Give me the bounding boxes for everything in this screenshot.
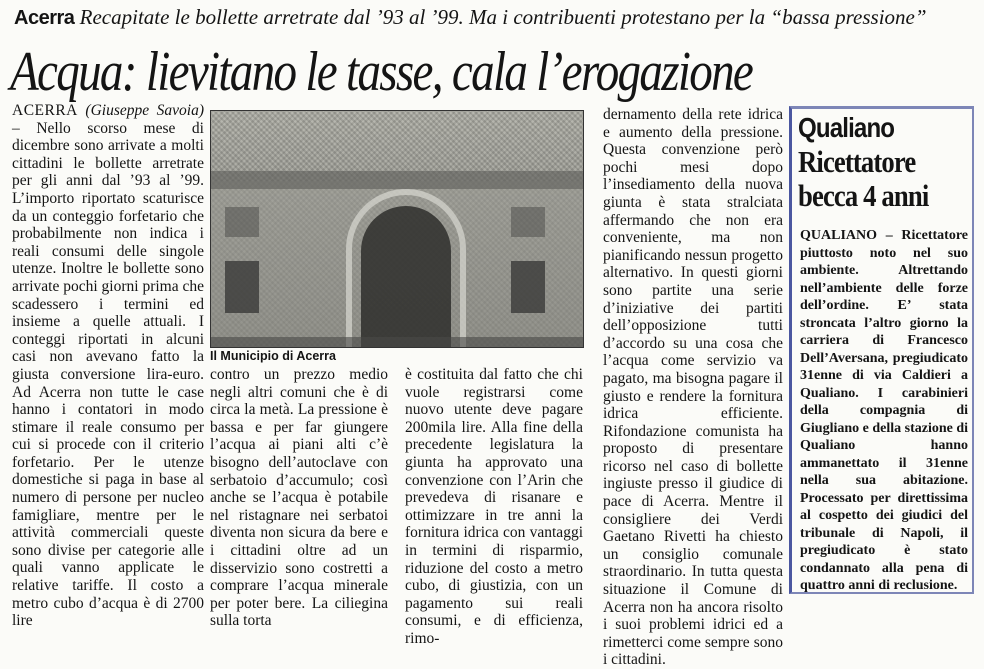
kicker-place: Acerra	[14, 7, 75, 29]
municipio-photo	[210, 110, 584, 348]
byline-author: (Giuseppe Savoia)	[85, 102, 204, 119]
article-column-4: dernamento della rete idrica e aumento della pressione. Questa convenzione però pochi mesi dopo l’insediamento della nuova giunta è stata stralciata affermando che non era conveniente, ma non pianificando nessun progetto alternativo. In questi giorni sono partite una serie d’iniziative dei partiti dell’opposizione tutti d’accordo su una cosa che l’acqua come servizio va pagato, ma bisogna pagare il giusto e rendere la fornitura idrica efficiente. Rifondazione comunista ha proposto di presentare ricorso nel caso di bollette ingiuste presso il giudice di pace di Acerra. Mentre il consigliere dei Verdi Gaetano Rivetti ha chiesto un consiglio comunale straordinario. In tutta questa situazione il Comune di Acerra non ha ancora risolto i suoi problemi idrici ed a rimetterci come sempre sono i cittadini.	[603, 106, 783, 669]
photo-caption: Il Municipio di Acerra	[210, 349, 336, 363]
sidebar-body: – Ricettatore piuttosto noto nel suo ambiente. Altrettando nell’ambiente delle forze dell’ordine. E’ stata stroncata l’altro giorno la carriera di Francesco Dell’Aversana, pregiudicato 31enne di via Caldieri a Qualiano. I carabinieri della compagnia di Giugliano e della stazione di Qualiano hanno ammanettato il 31enne nella sua abitazione. Processato per direttissima al cospetto dei giudici del tribunale di Napoli, il pregiudicato è stato condannato alla pena di quattro anni di reclusione.	[800, 228, 969, 593]
sidebar-box	[789, 106, 974, 594]
kicker	[14, 4, 974, 30]
sidebar-head-line3: becca 4 anni	[798, 178, 929, 213]
sidebar-head-line1: Qualiano	[798, 112, 895, 143]
article-column-1	[12, 102, 204, 630]
sidebar-text	[800, 227, 969, 593]
byline-place: ACERRA	[12, 102, 78, 119]
kicker-subtitle: Recapitate le bollette arretrate dal ’93 al ’99. Ma i contribuenti protestano per la “bassa pressione”	[79, 5, 927, 29]
sidebar-head-line2: Ricettatore	[798, 144, 916, 179]
sidebar-headline	[798, 111, 974, 213]
headline: Acqua: lievitano le tasse, cala l’erogazione	[10, 41, 753, 103]
article-text-1: – Nello scorso mese di dicembre sono arrivate a molti cittadini le bollette arretrate per gli anni dal ’93 al ’99. L’importo riportato scaturisce da un conteggio forfetario che probabilmente non indica i reali consumi delle singole utenze. Inoltre le bollette sono arrivate pochi giorni prima che scadessero i termini ed insieme a quelle attuali. I conteggi riportati in alcuni casi non avevano fatto la giusta conversione lira-euro. Ad Acerra non tutte le case hanno i contatori in modo stimare il reale consumo per cui si procede con il criterio forfetario. Per le utenze domestiche si paga in base al numero di persone per nucleo famigliare, mentre per le attività commerciali queste sono divise per categorie alle quali vanno applicate le relative tariffe. Il costo a metro cubo d’acqua è di 2700 lire	[12, 119, 204, 630]
sidebar-place: QUALIANO	[800, 228, 878, 243]
building-illustration	[211, 111, 583, 347]
article-column-2: contro un prezzo medio negli altri comuni che è di circa la metà. La pressione è bassa e per far giungere l’acqua ai piani alti c’è bisogno dell’autoclave con serbatoio d’accumulo; così anche se l’acqua è potabile nel ristagnare nei serbatoi diventa non sicura da bere e i cittadini oltre ad un disservizio sono costretti a comprare l’acqua minerale per poter bere. La ciliegina sulla torta	[210, 366, 388, 630]
article-column-3: è costituita dal fatto che chi vuole registrarsi come nuovo utente deve pagare 200mila lire. Alla fine della precedente legislatura la giunta ha approvato una convenzione con l’Arin che prevedeva di risanare e ottimizzare in tre anni la fornitura idrica con vantaggi in termini di risparmio, riduzione del costo a metro cubo, di giustizia, con un pagamento sui reali consumi, e di efficienza, rimo-	[405, 366, 583, 647]
